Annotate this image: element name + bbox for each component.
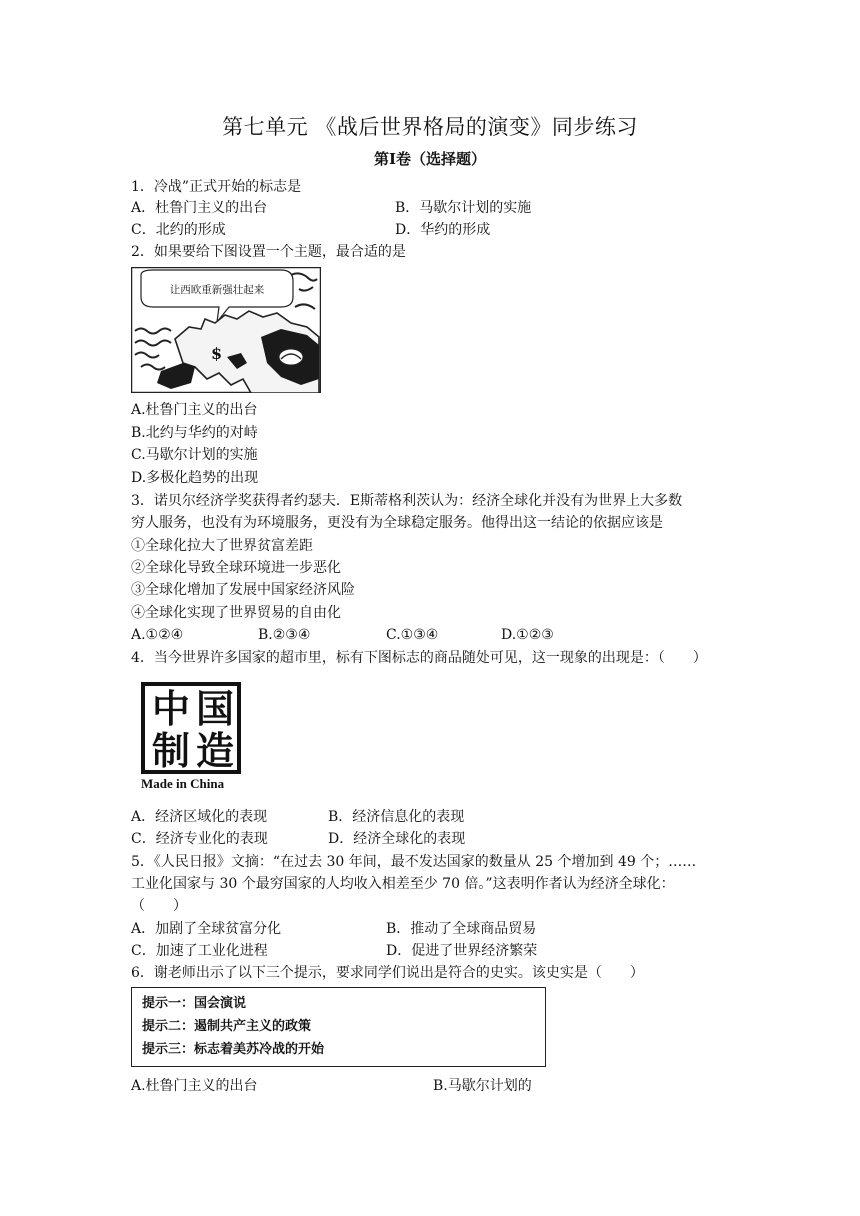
option-d: D.多极化趋势的出现 — [131, 470, 259, 486]
hint-3: 提示三：标志着美苏冷战的开始 — [142, 1042, 325, 1057]
option-a: A．杜鲁门主义的出台 — [131, 200, 268, 216]
question-stem: 4．当今世界许多国家的超市里，标有下图标志的商品随处可见，这一现象的出现是：（ ） — [131, 650, 707, 666]
option-a: A.①②④ — [131, 627, 184, 643]
question-stem: 2．如果要给下图设置一个主题，最合适的是 — [131, 244, 406, 260]
logo-frame — [141, 682, 241, 774]
logo-char: 中 — [151, 687, 190, 731]
logo-char: 制 — [151, 729, 190, 773]
question-stem-line-3: （ ） — [131, 898, 187, 914]
option-c: C.马歇尔计划的实施 — [131, 447, 258, 463]
logo-char: 国 — [195, 687, 234, 731]
option-b: B．马歇尔计划的实施 — [395, 200, 532, 216]
option-c: C．北约的形成 — [131, 222, 226, 238]
option-c: C.①③④ — [386, 627, 439, 643]
cartoon-map-image — [131, 267, 321, 393]
option-d: D．促进了世界经济繁荣 — [386, 943, 538, 959]
cartoon-caption: 让西欧重新强壮起来 — [169, 284, 265, 296]
statement-4: ④全球化实现了世界贸易的自由化 — [131, 605, 341, 621]
option-b: B．经济信息化的表现 — [328, 809, 465, 825]
option-a: A.杜鲁门主义的出台 — [131, 402, 258, 418]
option-d: D.①②③ — [501, 627, 554, 643]
question-stem: 6．谢老师出示了以下三个提示，要求同学们说出是符合的史实。该史实是（ ） — [131, 965, 644, 981]
option-b: B.北约与华约的对峙 — [131, 425, 258, 441]
option-d: D．经济全球化的表现 — [328, 831, 466, 847]
statement-3: ③全球化增加了发展中国家经济风险 — [131, 582, 355, 598]
statement-1: ①全球化拉大了世界贫富差距 — [131, 538, 313, 554]
option-a: A．经济区域化的表现 — [131, 809, 268, 825]
option-b: B.马歇尔计划的 — [433, 1078, 532, 1094]
marshall-plan-cartoon — [131, 267, 321, 393]
hint-box — [131, 987, 546, 1067]
hint-2: 提示二：遏制共产主义的政策 — [142, 1019, 312, 1034]
hint-1: 提示一：国会演说 — [142, 996, 247, 1011]
question-stem-line-2: 穷人服务，也没有为环境服务，更没有为全球稳定服务。他得出这一结论的依据应该是 — [131, 515, 663, 531]
made-in-china-logo — [141, 682, 243, 794]
question-stem-line-1: 5．《人民日报》文摘：“在过去 30 年间，最不发达国家的数量从 25 个增加到 49 个；…… — [131, 854, 697, 870]
option-c: C．加速了工业化进程 — [131, 943, 268, 959]
page-title: 第七单元 《战后世界格局的演变》同步练习 — [222, 115, 638, 139]
statement-2: ②全球化导致全球环境进一步恶化 — [131, 560, 341, 576]
question-stem-line-1: 3．诺贝尔经济学奖获得者约瑟夫．E斯蒂格利茨认为：经济全球化并没有为世界上大多数 — [131, 493, 683, 509]
question-stem: 1．冷战”正式开始的标志是 — [131, 179, 302, 195]
option-a: A.杜鲁门主义的出台 — [131, 1078, 258, 1094]
logo-char: 造 — [195, 729, 234, 773]
option-b: B.②③④ — [258, 627, 311, 643]
option-a: A．加剧了全球贫富分化 — [131, 921, 282, 937]
dollar-sign: $ — [211, 344, 223, 363]
option-b: B．推动了全球商品贸易 — [386, 921, 537, 937]
section-heading: 第Ⅰ卷（选择题） — [373, 150, 487, 168]
logo-english-text: Made in China — [141, 776, 225, 791]
question-stem-line-2: 工业化国家与 30 个最穷国家的人均收入相差至少 70 倍。”这表明作者认为经济全球化： — [131, 876, 675, 892]
option-d: D．华约的形成 — [395, 222, 491, 238]
option-c: C．经济专业化的表现 — [131, 831, 268, 847]
